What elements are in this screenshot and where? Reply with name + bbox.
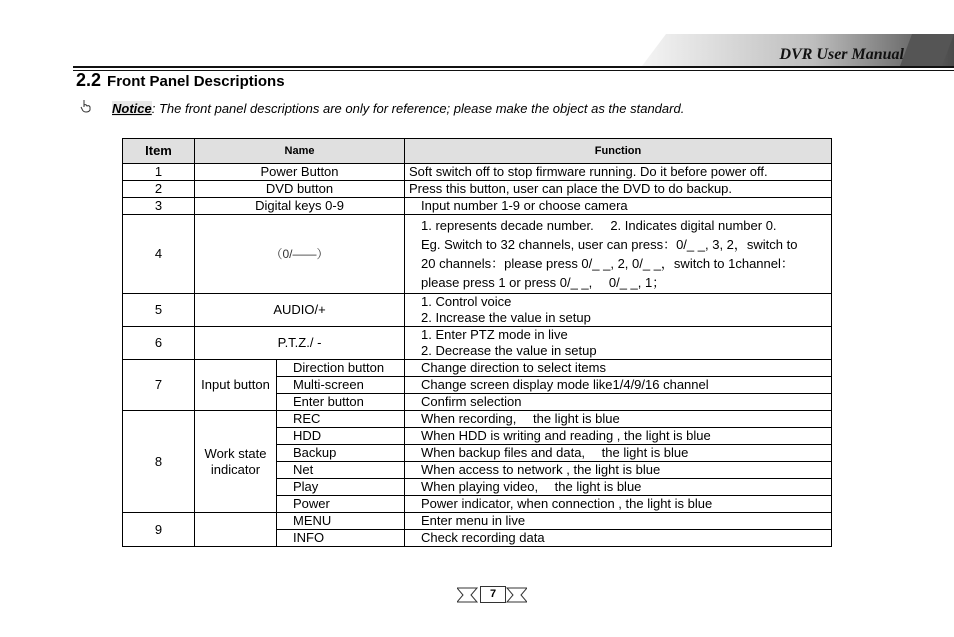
table-row — [123, 181, 832, 198]
function-line: 1. Control voice — [421, 294, 512, 309]
function-cell: When HDD is writing and reading , the light is blue — [405, 428, 832, 445]
table-row — [123, 513, 832, 530]
function-line: Eg. Switch to 32 channels, user can press：0/_ _, 3, 2，switch to — [421, 237, 798, 252]
name-cell: P.T.Z./ - — [195, 327, 405, 360]
subname-cell: Play — [277, 479, 405, 496]
col-header-item: Item — [123, 139, 195, 164]
function-cell — [405, 294, 832, 327]
name-cell: DVD button — [195, 181, 405, 198]
table-row — [123, 215, 832, 294]
function-cell: Change screen display mode like1/4/9/16 channel — [405, 377, 832, 394]
name-cell: （0/——） — [195, 215, 405, 294]
function-cell — [405, 327, 832, 360]
notice-label: Notice — [112, 101, 152, 116]
section-heading — [76, 70, 285, 91]
table-header-row — [123, 139, 832, 164]
item-cell: 8 — [123, 411, 195, 513]
pointing-hand-icon — [80, 99, 98, 116]
name-cell: Power Button — [195, 164, 405, 181]
function-line: please press 1 or press 0/_ _, 0/_ _, 1； — [421, 275, 666, 290]
item-cell: 2 — [123, 181, 195, 198]
col-header-name: Name — [195, 139, 405, 164]
function-cell: Enter menu in live — [405, 513, 832, 530]
function-cell: When backup files and data, the light is blue — [405, 445, 832, 462]
subname-cell: Direction button — [277, 360, 405, 377]
group-cell: Work state indicator — [195, 411, 277, 513]
table-row — [123, 294, 832, 327]
function-cell — [405, 215, 832, 294]
name-cell: AUDIO/+ — [195, 294, 405, 327]
subname-cell: Power — [277, 496, 405, 513]
subname-cell: Enter button — [277, 394, 405, 411]
table-row — [123, 327, 832, 360]
function-cell: Power indicator, when connection , the light is blue — [405, 496, 832, 513]
header-title: DVR User Manual — [779, 46, 904, 63]
item-cell: 1 — [123, 164, 195, 181]
function-cell: Confirm selection — [405, 394, 832, 411]
section-title: Front Panel Descriptions — [107, 73, 285, 90]
function-line: 20 channels：please press 0/_ _, 2, 0/_ _，switch to 1channel： — [421, 256, 794, 271]
notice-text: : The front panel descriptions are only for reference; please make the object as the standard. — [151, 101, 685, 116]
function-cell: Soft switch off to stop firmware running. Do it before power off. — [405, 164, 832, 181]
function-cell: When playing video, the light is blue — [405, 479, 832, 496]
subname-cell: HDD — [277, 428, 405, 445]
table-row — [123, 360, 832, 377]
col-header-function: Function — [405, 139, 832, 164]
item-cell: 5 — [123, 294, 195, 327]
item-cell: 4 — [123, 215, 195, 294]
table-row — [123, 411, 832, 428]
function-cell: When recording, the light is blue — [405, 411, 832, 428]
section-number: 2.2 — [76, 70, 102, 90]
item-cell: 7 — [123, 360, 195, 411]
subname-cell: MENU — [277, 513, 405, 530]
function-line: 1. Enter PTZ mode in live — [421, 327, 568, 342]
function-line: 2. Decrease the value in setup — [421, 343, 597, 358]
front-panel-table — [122, 138, 832, 547]
function-line: 2. Increase the value in setup — [421, 310, 591, 325]
subname-cell: Multi-screen — [277, 377, 405, 394]
table-row — [123, 198, 832, 215]
name-cell: Digital keys 0-9 — [195, 198, 405, 215]
group-cell — [195, 513, 277, 547]
item-cell: 6 — [123, 327, 195, 360]
item-cell: 3 — [123, 198, 195, 215]
function-cell: Press this button, user can place the DVD to do backup. — [405, 181, 832, 198]
item-cell: 9 — [123, 513, 195, 547]
function-line: 1. represents decade number. 2. Indicates digital number 0. — [421, 218, 777, 233]
function-cell: Change direction to select items — [405, 360, 832, 377]
table-row — [123, 164, 832, 181]
subname-cell: Net — [277, 462, 405, 479]
group-cell: Input button — [195, 360, 277, 411]
header-rule — [73, 66, 954, 68]
subname-cell: Backup — [277, 445, 405, 462]
function-cell: When access to network , the light is blue — [405, 462, 832, 479]
function-cell: Check recording data — [405, 530, 832, 547]
function-cell: Input number 1-9 or choose camera — [405, 198, 832, 215]
subname-cell: REC — [277, 411, 405, 428]
subname-cell: INFO — [277, 530, 405, 547]
page-number: 7 — [480, 586, 506, 603]
notice-line — [80, 99, 684, 116]
